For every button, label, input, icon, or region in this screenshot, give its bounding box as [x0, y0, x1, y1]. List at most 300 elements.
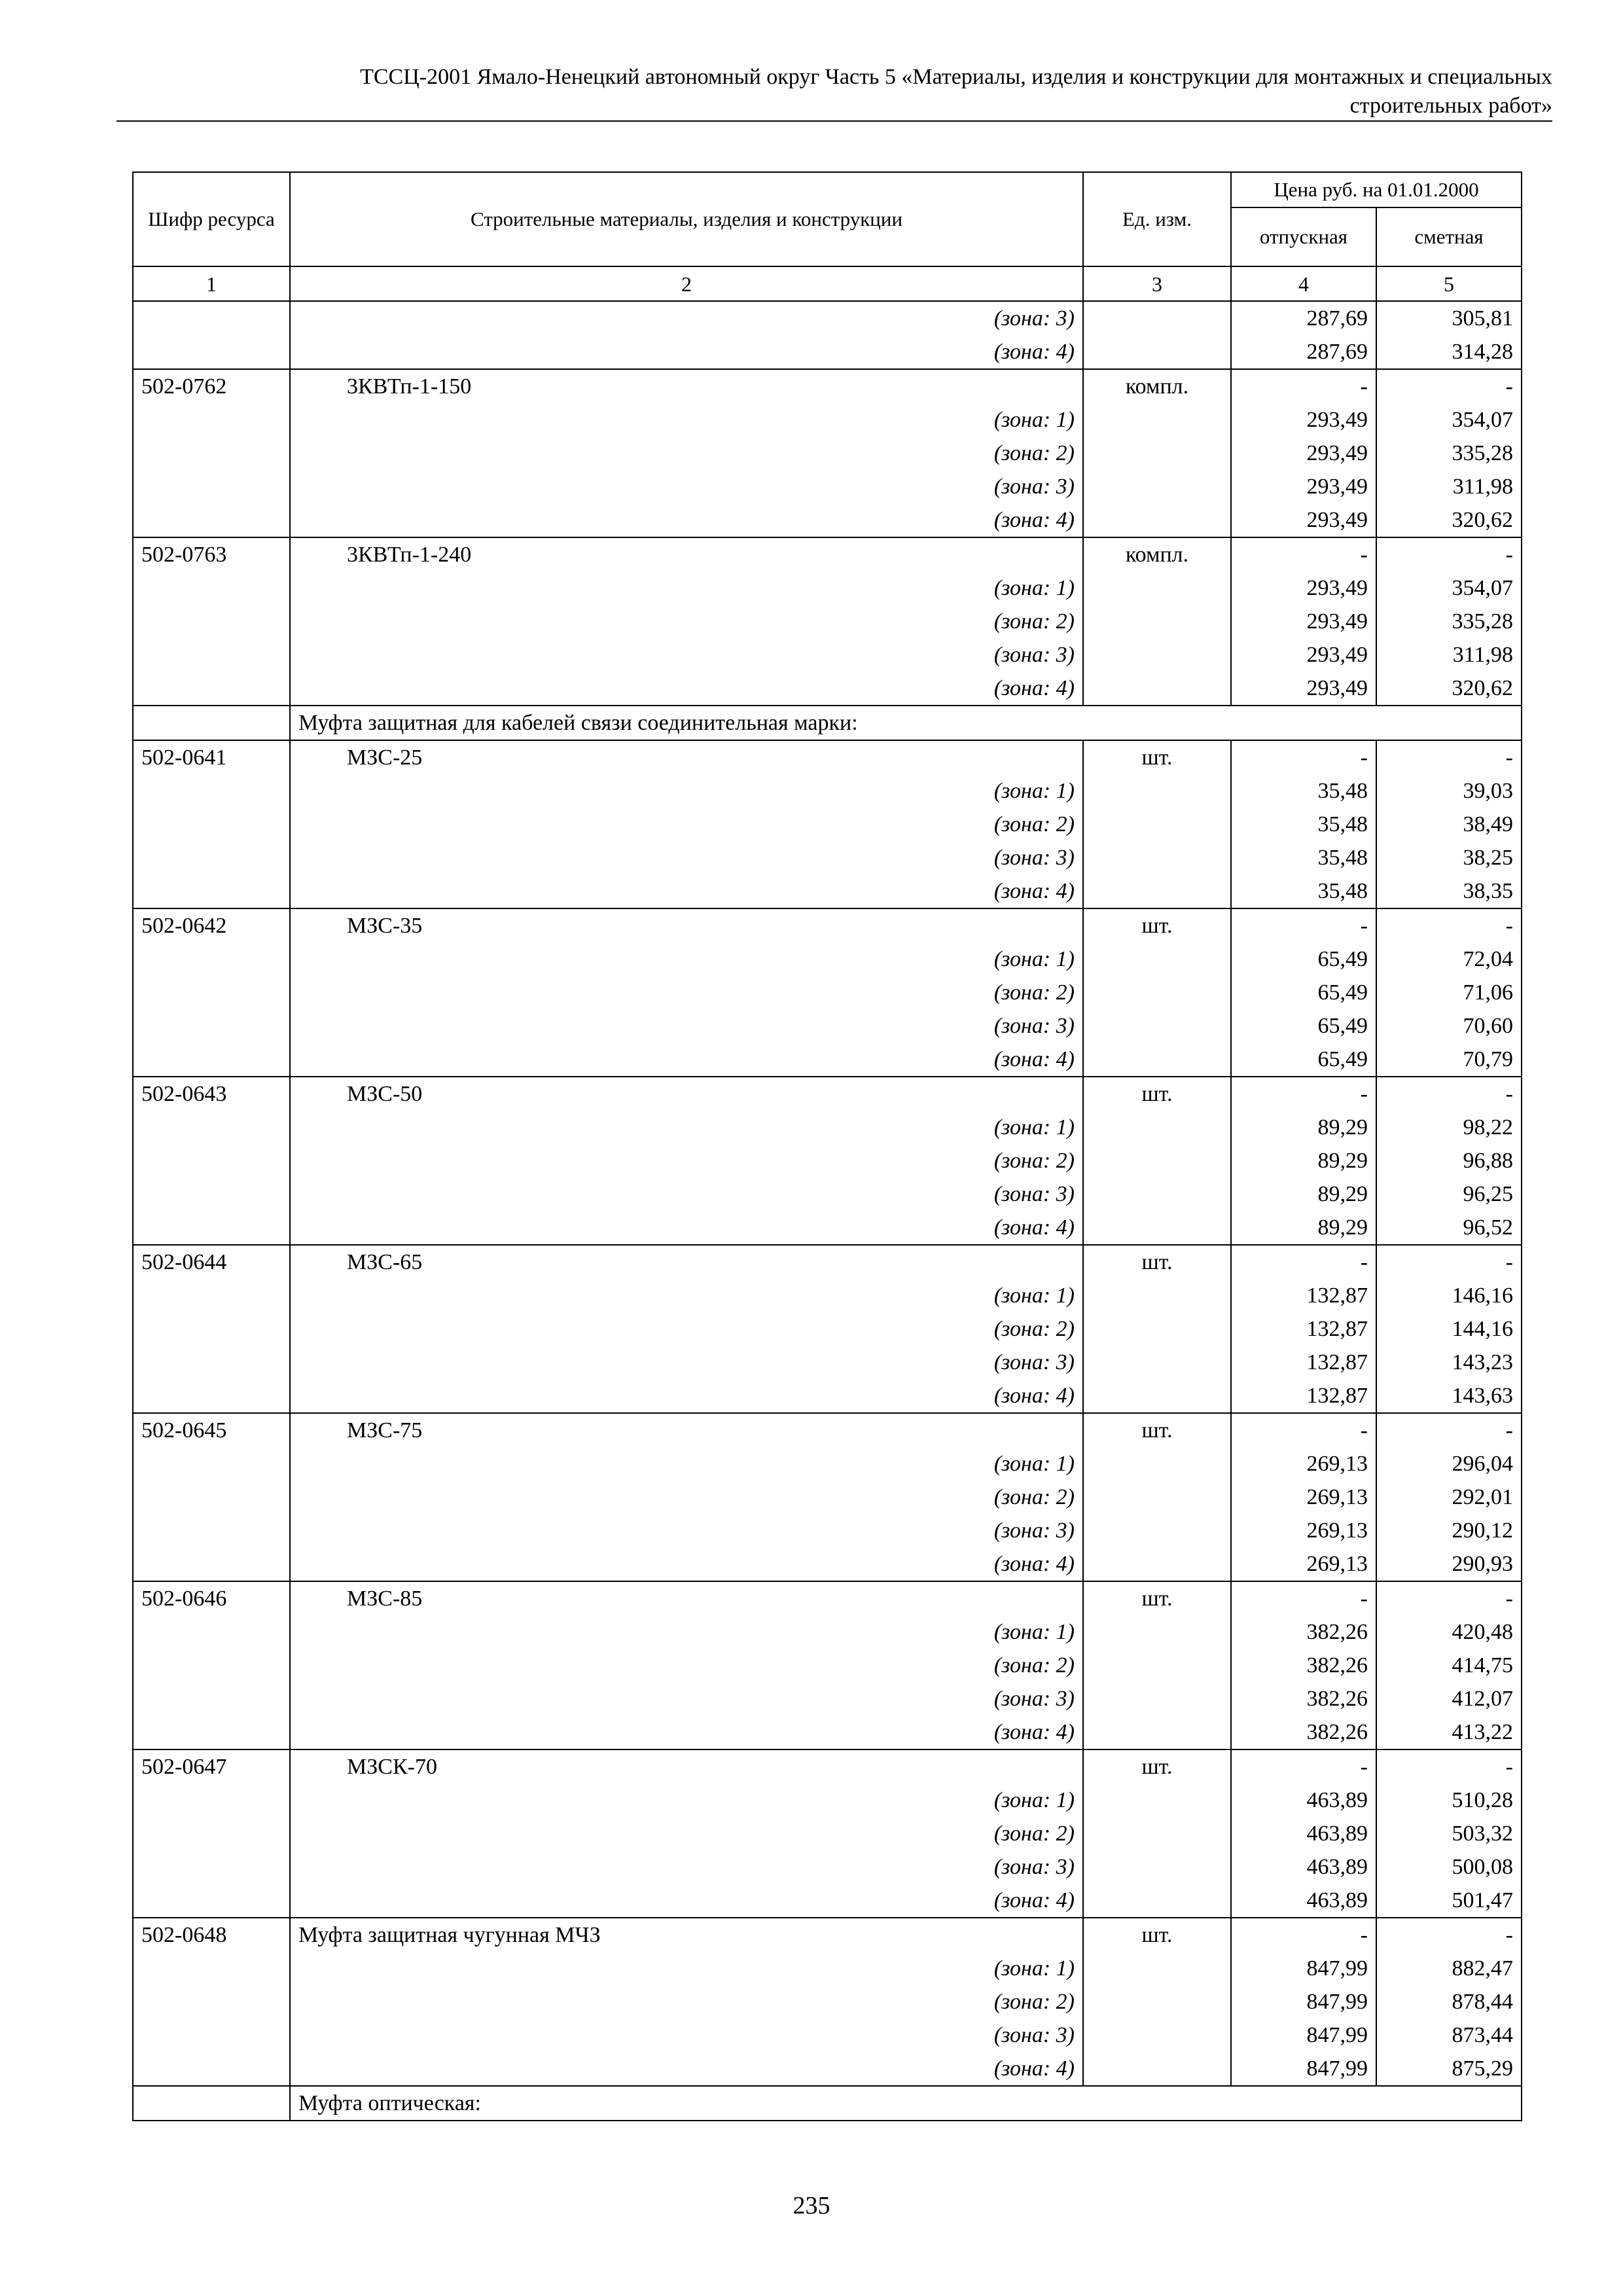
estimate-price: 98,22: [1376, 1111, 1522, 1144]
code-cell: [133, 2018, 290, 2052]
zone-label: (зона: 1): [290, 1784, 1083, 1817]
resource-code: 502-0643: [133, 1077, 290, 1111]
code-cell: [133, 1447, 290, 1480]
header-price-group: Цена руб. на 01.01.2000: [1231, 172, 1522, 207]
unit-cell: [1083, 1177, 1231, 1211]
zone-row: [133, 1177, 1522, 1211]
estimate-price: 70,79: [1376, 1043, 1522, 1077]
code-cell: [133, 774, 290, 808]
section-title: Муфта защитная для кабелей связи соединительная марки:: [290, 706, 1522, 740]
release-price: 847,99: [1231, 1985, 1376, 2018]
code-cell: [133, 1514, 290, 1547]
zone-row: [133, 874, 1522, 908]
code-cell: [133, 1043, 290, 1077]
zone-label: (зона: 1): [290, 1279, 1083, 1312]
code-cell: [133, 808, 290, 841]
release-price: -: [1231, 740, 1376, 774]
release-price: 269,13: [1231, 1480, 1376, 1514]
header-line-1: ТССЦ-2001 Ямало-Ненецкий автономный округ Часть 5 «Материалы, изделия и конструкции для монтажных и специальных: [360, 65, 1552, 89]
zone-label: (зона: 4): [290, 672, 1083, 706]
code-cell: [133, 1952, 290, 1985]
code-cell: [133, 1211, 290, 1245]
release-price: 132,87: [1231, 1312, 1376, 1346]
zone-row: [133, 1480, 1522, 1514]
zone-label: (зона: 3): [290, 1009, 1083, 1043]
zone-row: [133, 1952, 1522, 1985]
estimate-price: -: [1376, 908, 1522, 942]
estimate-price: 143,23: [1376, 1346, 1522, 1379]
item-name: МЗС-50: [290, 1077, 1083, 1111]
estimate-price: 510,28: [1376, 1784, 1522, 1817]
estimate-price: 70,60: [1376, 1009, 1522, 1043]
zone-label: (зона: 2): [290, 437, 1083, 470]
header-code: Шифр ресурса: [133, 172, 290, 266]
zone-label: (зона: 1): [290, 1447, 1083, 1480]
item-name: МЗС-85: [290, 1581, 1083, 1615]
item-row: [133, 1749, 1522, 1784]
unit-cell: [1083, 1649, 1231, 1682]
code-cell: [133, 503, 290, 537]
release-price: 89,29: [1231, 1144, 1376, 1177]
code-cell: [133, 1144, 290, 1177]
unit-cell: [1083, 1480, 1231, 1514]
release-price: 847,99: [1231, 1952, 1376, 1985]
release-price: -: [1231, 369, 1376, 403]
code-cell: [133, 470, 290, 503]
header-rule: [116, 120, 1552, 122]
release-price: -: [1231, 1581, 1376, 1615]
zone-row: [133, 1346, 1522, 1379]
header-unit: Ед. изм.: [1083, 172, 1231, 266]
estimate-price: 354,07: [1376, 571, 1522, 605]
zone-row: [133, 841, 1522, 874]
zone-row: [133, 1514, 1522, 1547]
zone-label: (зона: 3): [290, 1682, 1083, 1715]
unit-cell: [1083, 605, 1231, 638]
zone-row: [133, 1715, 1522, 1749]
release-price: 65,49: [1231, 1043, 1376, 1077]
unit-cell: шт.: [1083, 1245, 1231, 1279]
zone-label: (зона: 4): [290, 335, 1083, 369]
unit-cell: [1083, 1144, 1231, 1177]
release-price: 382,26: [1231, 1649, 1376, 1682]
item-name: 3КВТп-1-240: [290, 537, 1083, 571]
release-price: 269,13: [1231, 1514, 1376, 1547]
unit-cell: [1083, 335, 1231, 369]
code-cell: [133, 1111, 290, 1144]
estimate-price: -: [1376, 1077, 1522, 1111]
code-cell: [133, 403, 290, 437]
item-name: МЗС-75: [290, 1413, 1083, 1447]
estimate-price: 320,62: [1376, 672, 1522, 706]
estimate-price: 503,32: [1376, 1817, 1522, 1850]
estimate-price: 413,22: [1376, 1715, 1522, 1749]
zone-label: (зона: 3): [290, 301, 1083, 335]
estimate-price: 320,62: [1376, 503, 1522, 537]
code-cell: [133, 841, 290, 874]
zone-row: [133, 1884, 1522, 1918]
resource-code: 502-0645: [133, 1413, 290, 1447]
release-price: 463,89: [1231, 1817, 1376, 1850]
estimate-price: 873,44: [1376, 2018, 1522, 2052]
estimate-price: -: [1376, 1413, 1522, 1447]
zone-label: (зона: 2): [290, 605, 1083, 638]
unit-cell: шт.: [1083, 1749, 1231, 1784]
estimate-price: 143,63: [1376, 1379, 1522, 1413]
zone-label: (зона: 1): [290, 403, 1083, 437]
column-number: 5: [1376, 266, 1522, 301]
release-price: 65,49: [1231, 1009, 1376, 1043]
release-price: 382,26: [1231, 1615, 1376, 1649]
release-price: 463,89: [1231, 1850, 1376, 1884]
unit-cell: [1083, 2018, 1231, 2052]
code-cell: [133, 1480, 290, 1514]
resource-code: 502-0642: [133, 908, 290, 942]
resource-code: 502-0644: [133, 1245, 290, 1279]
unit-cell: шт.: [1083, 1581, 1231, 1615]
release-price: 287,69: [1231, 301, 1376, 335]
code-cell: [133, 2086, 290, 2121]
release-price: 35,48: [1231, 841, 1376, 874]
unit-cell: [1083, 1279, 1231, 1312]
zone-row: [133, 1784, 1522, 1817]
item-row: [133, 908, 1522, 942]
item-row: [133, 1581, 1522, 1615]
item-name: МЗС-35: [290, 908, 1083, 942]
unit-cell: [1083, 874, 1231, 908]
release-price: 293,49: [1231, 437, 1376, 470]
item-row: [133, 1245, 1522, 1279]
estimate-price: -: [1376, 537, 1522, 571]
zone-row: [133, 1682, 1522, 1715]
code-cell: [133, 1850, 290, 1884]
zone-row: [133, 1009, 1522, 1043]
unit-cell: [1083, 808, 1231, 841]
release-price: 89,29: [1231, 1211, 1376, 1245]
section-title: Муфта оптическая:: [290, 2086, 1522, 2121]
release-price: 293,49: [1231, 638, 1376, 672]
item-row: [133, 537, 1522, 571]
zone-label: (зона: 3): [290, 1850, 1083, 1884]
page-number: 235: [793, 2192, 830, 2219]
header-name: Строительные материалы, изделия и конструкции: [290, 172, 1083, 266]
estimate-price: 38,49: [1376, 808, 1522, 841]
zone-row: [133, 403, 1522, 437]
zone-row: [133, 1111, 1522, 1144]
price-table: [132, 171, 1522, 2121]
zone-label: (зона: 2): [290, 1144, 1083, 1177]
zone-row: [133, 808, 1522, 841]
code-cell: [133, 1346, 290, 1379]
item-row: [133, 1413, 1522, 1447]
zone-row: [133, 605, 1522, 638]
unit-cell: [1083, 1547, 1231, 1581]
estimate-price: 305,81: [1376, 301, 1522, 335]
unit-cell: шт.: [1083, 1077, 1231, 1111]
estimate-price: 290,12: [1376, 1514, 1522, 1547]
estimate-price: 875,29: [1376, 2052, 1522, 2086]
zone-row: [133, 470, 1522, 503]
release-price: -: [1231, 1077, 1376, 1111]
zone-row: [133, 942, 1522, 976]
estimate-price: 296,04: [1376, 1447, 1522, 1480]
code-cell: [133, 301, 290, 335]
zone-row: [133, 1447, 1522, 1480]
code-cell: [133, 1379, 290, 1413]
estimate-price: 144,16: [1376, 1312, 1522, 1346]
column-number: 4: [1231, 266, 1376, 301]
release-price: 847,99: [1231, 2018, 1376, 2052]
release-price: 293,49: [1231, 571, 1376, 605]
zone-label: (зона: 3): [290, 841, 1083, 874]
resource-code: 502-0641: [133, 740, 290, 774]
estimate-price: 501,47: [1376, 1884, 1522, 1918]
estimate-price: 96,88: [1376, 1144, 1522, 1177]
resource-code: 502-0763: [133, 537, 290, 571]
zone-label: (зона: 2): [290, 808, 1083, 841]
release-price: 65,49: [1231, 976, 1376, 1009]
estimate-price: -: [1376, 369, 1522, 403]
release-price: 287,69: [1231, 335, 1376, 369]
zone-label: (зона: 2): [290, 1480, 1083, 1514]
unit-cell: [1083, 1447, 1231, 1480]
estimate-price: 38,35: [1376, 874, 1522, 908]
zone-label: (зона: 4): [290, 1715, 1083, 1749]
release-price: -: [1231, 1245, 1376, 1279]
item-row: [133, 1077, 1522, 1111]
column-number: 2: [290, 266, 1083, 301]
code-cell: [133, 1784, 290, 1817]
estimate-price: 290,93: [1376, 1547, 1522, 1581]
unit-cell: [1083, 571, 1231, 605]
unit-cell: [1083, 1884, 1231, 1918]
unit-cell: [1083, 1346, 1231, 1379]
zone-row: [133, 672, 1522, 706]
estimate-price: 96,52: [1376, 1211, 1522, 1245]
unit-cell: компл.: [1083, 537, 1231, 571]
estimate-price: 39,03: [1376, 774, 1522, 808]
column-number: 1: [133, 266, 290, 301]
zone-row: [133, 1043, 1522, 1077]
header-price-estimate: сметная: [1376, 207, 1522, 266]
unit-cell: [1083, 1111, 1231, 1144]
zone-row: [133, 1985, 1522, 2018]
section-row: [133, 2086, 1522, 2121]
unit-cell: [1083, 1211, 1231, 1245]
estimate-price: -: [1376, 1918, 1522, 1952]
zone-row: [133, 774, 1522, 808]
estimate-price: -: [1376, 1581, 1522, 1615]
unit-cell: [1083, 638, 1231, 672]
zone-label: (зона: 2): [290, 1985, 1083, 2018]
release-price: 89,29: [1231, 1111, 1376, 1144]
unit-cell: шт.: [1083, 740, 1231, 774]
unit-cell: [1083, 841, 1231, 874]
estimate-price: 146,16: [1376, 1279, 1522, 1312]
release-price: 293,49: [1231, 403, 1376, 437]
item-row: [133, 369, 1522, 403]
code-cell: [133, 1547, 290, 1581]
zone-label: (зона: 4): [290, 1211, 1083, 1245]
unit-cell: [1083, 1715, 1231, 1749]
zone-row: [133, 2052, 1522, 2086]
release-price: 132,87: [1231, 1279, 1376, 1312]
release-price: 35,48: [1231, 874, 1376, 908]
unit-cell: шт.: [1083, 908, 1231, 942]
release-price: 89,29: [1231, 1177, 1376, 1211]
code-cell: [133, 1817, 290, 1850]
estimate-price: 500,08: [1376, 1850, 1522, 1884]
code-cell: [133, 1279, 290, 1312]
zone-row: [133, 1211, 1522, 1245]
zone-row: [133, 1144, 1522, 1177]
release-price: 463,89: [1231, 1784, 1376, 1817]
zone-row: [133, 1312, 1522, 1346]
zone-label: (зона: 3): [290, 470, 1083, 503]
zone-label: (зона: 2): [290, 1817, 1083, 1850]
code-cell: [133, 1615, 290, 1649]
zone-row: [133, 1817, 1522, 1850]
code-cell: [133, 976, 290, 1009]
release-price: 132,87: [1231, 1346, 1376, 1379]
unit-cell: шт.: [1083, 1413, 1231, 1447]
unit-cell: [1083, 470, 1231, 503]
zone-row: [133, 1649, 1522, 1682]
code-cell: [133, 571, 290, 605]
zone-row: [133, 1850, 1522, 1884]
zone-label: (зона: 4): [290, 874, 1083, 908]
resource-code: 502-0648: [133, 1918, 290, 1952]
resource-code: 502-0762: [133, 369, 290, 403]
unit-cell: [1083, 1784, 1231, 1817]
zone-label: (зона: 2): [290, 1649, 1083, 1682]
header-line-2: строительных работ»: [1349, 94, 1552, 118]
estimate-price: 335,28: [1376, 605, 1522, 638]
zone-label: (зона: 3): [290, 638, 1083, 672]
resource-code: 502-0646: [133, 1581, 290, 1615]
estimate-price: 420,48: [1376, 1615, 1522, 1649]
zone-label: (зона: 1): [290, 1952, 1083, 1985]
estimate-price: 96,25: [1376, 1177, 1522, 1211]
zone-row: [133, 301, 1522, 335]
price-table-body: [133, 301, 1522, 2121]
item-name: МЗС-65: [290, 1245, 1083, 1279]
item-name: Муфта защитная чугунная МЧЗ: [290, 1918, 1083, 1952]
item-name: МЗС-25: [290, 740, 1083, 774]
unit-cell: [1083, 942, 1231, 976]
release-price: 293,49: [1231, 470, 1376, 503]
estimate-price: 292,01: [1376, 1480, 1522, 1514]
release-price: 269,13: [1231, 1447, 1376, 1480]
item-name: 3КВТп-1-150: [290, 369, 1083, 403]
zone-row: [133, 437, 1522, 470]
release-price: 293,49: [1231, 605, 1376, 638]
estimate-price: -: [1376, 1749, 1522, 1784]
code-cell: [133, 605, 290, 638]
release-price: -: [1231, 1413, 1376, 1447]
estimate-price: 71,06: [1376, 976, 1522, 1009]
zone-label: (зона: 4): [290, 2052, 1083, 2086]
unit-cell: [1083, 301, 1231, 335]
estimate-price: -: [1376, 740, 1522, 774]
column-numbers-row: [133, 266, 1522, 301]
code-cell: [133, 1009, 290, 1043]
code-cell: [133, 1649, 290, 1682]
zone-label: (зона: 4): [290, 503, 1083, 537]
item-row: [133, 740, 1522, 774]
zone-label: (зона: 3): [290, 1346, 1083, 1379]
unit-cell: [1083, 976, 1231, 1009]
unit-cell: [1083, 437, 1231, 470]
unit-cell: [1083, 1009, 1231, 1043]
unit-cell: [1083, 1379, 1231, 1413]
zone-label: (зона: 1): [290, 774, 1083, 808]
unit-cell: [1083, 1985, 1231, 2018]
zone-row: [133, 335, 1522, 369]
release-price: -: [1231, 537, 1376, 571]
code-cell: [133, 437, 290, 470]
zone-label: (зона: 3): [290, 1514, 1083, 1547]
unit-cell: [1083, 1615, 1231, 1649]
code-cell: [133, 1312, 290, 1346]
estimate-price: 414,75: [1376, 1649, 1522, 1682]
section-row: [133, 706, 1522, 740]
release-price: 382,26: [1231, 1682, 1376, 1715]
release-price: 293,49: [1231, 672, 1376, 706]
release-price: 463,89: [1231, 1884, 1376, 1918]
item-name: МЗСК-70: [290, 1749, 1083, 1784]
unit-cell: [1083, 1682, 1231, 1715]
unit-cell: [1083, 1952, 1231, 1985]
unit-cell: [1083, 503, 1231, 537]
zone-label: (зона: 1): [290, 1111, 1083, 1144]
estimate-price: 311,98: [1376, 470, 1522, 503]
release-price: 35,48: [1231, 808, 1376, 841]
zone-row: [133, 1379, 1522, 1413]
unit-cell: [1083, 774, 1231, 808]
zone-label: (зона: 1): [290, 571, 1083, 605]
unit-cell: [1083, 2052, 1231, 2086]
unit-cell: [1083, 403, 1231, 437]
unit-cell: [1083, 672, 1231, 706]
release-price: 847,99: [1231, 2052, 1376, 2086]
release-price: -: [1231, 1918, 1376, 1952]
zone-label: (зона: 2): [290, 976, 1083, 1009]
release-price: 293,49: [1231, 503, 1376, 537]
unit-cell: [1083, 1043, 1231, 1077]
estimate-price: 314,28: [1376, 335, 1522, 369]
zone-label: (зона: 3): [290, 1177, 1083, 1211]
zone-row: [133, 976, 1522, 1009]
resource-code: 502-0647: [133, 1749, 290, 1784]
code-cell: [133, 942, 290, 976]
unit-cell: [1083, 1850, 1231, 1884]
estimate-price: 354,07: [1376, 403, 1522, 437]
code-cell: [133, 1682, 290, 1715]
zone-label: (зона: 4): [290, 1547, 1083, 1581]
estimate-price: 311,98: [1376, 638, 1522, 672]
release-price: 269,13: [1231, 1547, 1376, 1581]
code-cell: [133, 1884, 290, 1918]
zone-row: [133, 638, 1522, 672]
code-cell: [133, 638, 290, 672]
zone-label: (зона: 4): [290, 1884, 1083, 1918]
estimate-price: 878,44: [1376, 1985, 1522, 2018]
estimate-price: -: [1376, 1245, 1522, 1279]
zone-label: (зона: 1): [290, 942, 1083, 976]
unit-cell: компл.: [1083, 369, 1231, 403]
code-cell: [133, 2052, 290, 2086]
